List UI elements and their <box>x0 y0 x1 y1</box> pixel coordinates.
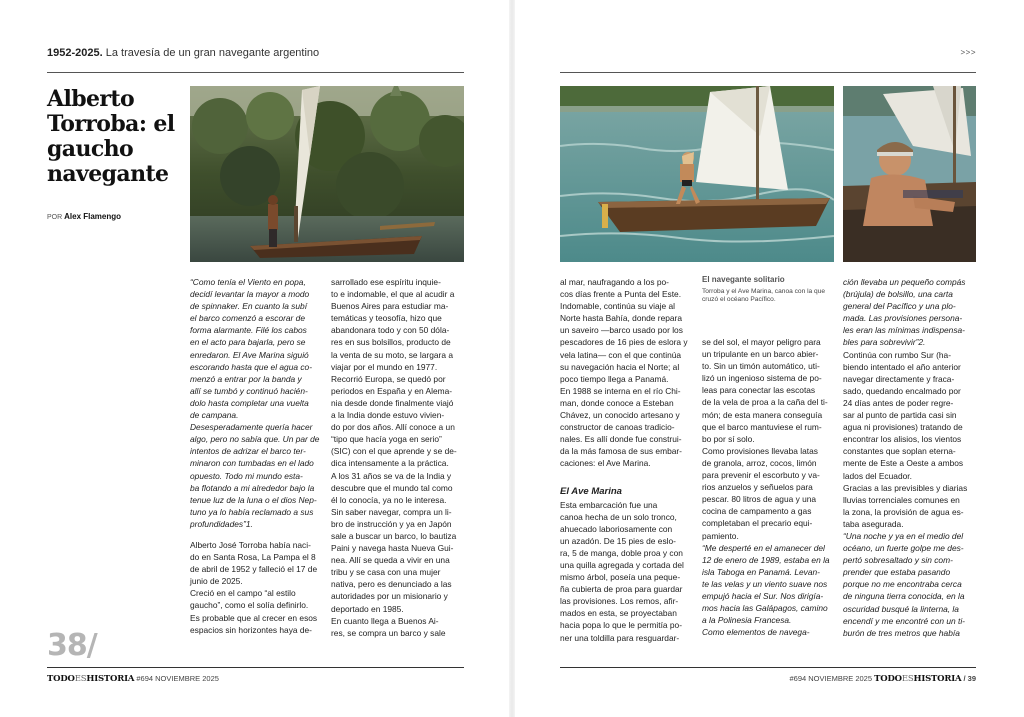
col3-body-a <box>560 276 696 470</box>
text-line: de abril de 1952 y falleció el 17 de <box>190 564 318 575</box>
text-line: tribu y se casa con una mujer <box>331 567 441 578</box>
footer-rule-left <box>47 667 464 668</box>
right-column-2 <box>702 336 838 638</box>
text-line: él lo conocía, ya no le interesa. <box>331 494 447 505</box>
text-line: do en Santa Rosa, La Pampa el 8 <box>190 552 316 563</box>
subheading-ave-marina: El Ave Marina <box>560 485 622 497</box>
photo-caption <box>702 276 838 305</box>
text-line: las provisiones. Los remos, afir- <box>560 596 679 607</box>
text-line: Es probable que al crecer en esos <box>190 612 318 623</box>
text-line: un saveiro —barco usado por los <box>560 325 683 336</box>
text-line: (brújula) de bolsillo, una carta <box>843 289 953 300</box>
text-line: su navegación hacia el Norte; al <box>560 361 680 372</box>
footer-issue-right: #694 NOVIEMBRE 2025 <box>789 674 875 683</box>
text-line: sarrollado ese espíritu inquie- <box>331 277 441 287</box>
text-line: poco tiempo llega a Panamá. <box>560 373 669 384</box>
page-number-left: 38/ <box>47 628 97 663</box>
text-line: Como provisiones llevaba latas <box>702 445 818 456</box>
text-line: autoridades por un misionario y <box>331 591 448 602</box>
text-line: la zona, la provisión de agua es- <box>843 506 964 517</box>
byline <box>47 212 121 221</box>
text-line: ner una toldilla para resguardar- <box>560 632 680 643</box>
text-line: un tripulante en un barco abier- <box>702 349 819 360</box>
text-line: lluvias torrenciales comunes en <box>843 494 960 505</box>
text-line: vela latina— con el que continúa <box>560 349 682 360</box>
text-line: ra, 5 de manga, doble proa y con <box>560 547 683 558</box>
page-gutter <box>509 0 515 717</box>
text-line: tenue luz de la luna o el dios Nep- <box>190 494 317 505</box>
text-line: temáticas y teosofía, hizo que <box>331 313 442 324</box>
text-line: da la más famosa de sus embar- <box>560 446 682 457</box>
col5-quote <box>843 276 978 349</box>
text-line: te las velas y un viento suave nos <box>702 578 828 589</box>
text-line: ahuecado laboriosamente con <box>560 523 673 534</box>
footer-left <box>47 674 219 684</box>
text-line: gaucho”, como el solía definirlo. <box>190 600 309 611</box>
text-line: opuesto. Todo mi mundo esta- <box>190 470 303 481</box>
photo-ave-marina-sail <box>560 86 834 262</box>
text-line: viajar por el mundo en 1977. <box>331 361 438 372</box>
text-line: algo, pero no sabía que. Un par de <box>190 434 320 445</box>
page-number-right: / 39 <box>961 674 976 683</box>
right-column-1 <box>560 276 696 644</box>
text-line: ba flotando a mi alrededor bajo la <box>190 482 315 493</box>
brand-todo-right: TODO <box>874 674 902 684</box>
footer-issue-left: #694 NOVIEMBRE 2025 <box>134 674 219 683</box>
text-line: una quilla agregada y cortada del <box>560 559 684 570</box>
text-line: bo por sí solo. <box>702 433 755 444</box>
photo-canoe-river <box>190 86 464 262</box>
text-line: tuno ya lo había reclamado a sus <box>190 506 314 517</box>
top-rule-right <box>560 72 976 73</box>
text-line: escorando hasta que el agua co- <box>190 361 312 372</box>
text-line: Gracias a las previsibles y diarias <box>843 482 968 493</box>
text-line: prender que estaba pasando <box>843 567 951 578</box>
text-line: encendí y me encontré con un ti- <box>843 615 965 626</box>
text-line: espacios sin horizontes haya de- <box>190 624 312 635</box>
author-name: Alex Flamengo <box>64 212 122 221</box>
text-line: sado, quedando encalmado por <box>843 385 961 396</box>
text-line: de ninguna tierra conocida, en la <box>843 591 965 602</box>
text-line: sale a buscar un barco, lo bautiza <box>331 530 457 541</box>
text-line: burón de tres metros que había <box>843 627 960 638</box>
text-line: 12 de enero de 1989, estaba en la <box>702 554 830 565</box>
text-line: Norte hasta Bahía, donde repara <box>560 313 682 324</box>
text-line: (SIC) con el que aprende y se de- <box>331 446 457 457</box>
brand-es: ES <box>74 674 87 684</box>
text-line: deportado en 1985. <box>331 603 404 614</box>
text-line: En 1988 se interna en el río Chi- <box>560 385 681 396</box>
brand-es-right: ES <box>901 674 914 684</box>
text-line: leas para conectar las escotas <box>702 385 816 396</box>
brand-historia-right: HISTORIA <box>913 674 962 684</box>
text-line: les eran las mínimas indispensa- <box>843 325 965 336</box>
text-line: oscuridad busqué la linterna, la <box>843 603 959 614</box>
col4-body <box>702 336 838 542</box>
text-line: “Una noche y ya en el medio del <box>843 530 964 541</box>
continue-arrows: >>> <box>960 48 976 57</box>
text-line: mada. Las provisiones persona- <box>843 313 963 324</box>
text-line: empujó hacia el Sur. Nos dirigía- <box>702 590 824 601</box>
text-line: hacia popa lo que le permitía po- <box>560 620 682 631</box>
text-line: res en sus bolsillos, producto de <box>331 337 451 348</box>
text-line: taba asegurada. <box>843 518 904 529</box>
text-line: mados en esta, se proyectaban <box>560 608 677 619</box>
text-line: sar al punto de partida casi sin <box>843 410 957 421</box>
text-line: encontrar los alisios, los vientos <box>843 434 962 445</box>
text-line: océano, un fuerte golpe me des- <box>843 543 964 554</box>
text-line: do por dos años. Allí conoce a un <box>331 422 455 433</box>
text-line: allí se tumbó y continuó hacién- <box>190 385 308 396</box>
right-column-3 <box>843 276 978 639</box>
text-line: de campana. <box>190 410 239 421</box>
text-line: pescadores de 16 pies de eslora y <box>560 337 688 348</box>
text-line: forma alarmante. Filé los cabos <box>190 325 307 336</box>
kicker-years: 1952-2025. <box>47 47 103 59</box>
text-line: En cuanto llega a Buenos Ai- <box>331 615 439 626</box>
photo-torroba-portrait <box>843 86 976 262</box>
text-line: al mar, naufragando a los po- <box>560 277 669 287</box>
text-line: profundidades”1. <box>190 518 253 529</box>
text-line: minaron con tumbadas en el lado <box>190 458 314 469</box>
text-line: Buenos Aires para estudiar ma- <box>331 301 449 312</box>
left-column-1 <box>190 276 326 636</box>
text-line: rios anzuelos y señuelos para <box>702 482 813 493</box>
text-line: Creció en el campo “al estilo <box>190 588 296 599</box>
text-line: canoa hecha de un solo tronco, <box>560 511 677 522</box>
text-line: a la India donde estuvo vivien- <box>331 410 445 421</box>
byline-prefix: POR <box>47 214 63 221</box>
text-line: nativa, pero es denunciado a las <box>331 579 452 590</box>
text-line: 24 días antes de poder regre- <box>843 397 954 408</box>
col5-quote-2 <box>843 530 978 639</box>
text-line: Indomable, continúa su viaje al <box>560 301 675 312</box>
text-line: “Me desperté en el amanecer del <box>702 542 825 553</box>
caption-text: Torroba y el Ave Marina, canoa con la que cruzó el océano Pacífico. <box>702 287 826 304</box>
text-line: constructor de canoas tradicio- <box>560 422 675 433</box>
text-line: mismo árbol, poseía una peque- <box>560 572 681 583</box>
article-title: Alberto Torroba: el gaucho navegante <box>47 86 175 187</box>
text-line: general del Pacífico y una plo- <box>843 301 956 312</box>
text-line: lados del Ecuador. <box>843 470 912 481</box>
text-line: constantes que soplan eterna- <box>843 446 956 457</box>
col1-body <box>190 539 326 636</box>
footer-right <box>789 674 976 684</box>
text-line: para prevenir el escorbuto y va- <box>702 470 820 481</box>
left-column-2 <box>331 276 466 639</box>
text-line: “Como tenía el Viento en popa, <box>190 277 306 287</box>
text-line: abandonara todo y con 50 dóla- <box>331 325 450 336</box>
text-line: to e indomable, el que al acudir a <box>331 289 455 300</box>
text-line: biendo intentado el año anterior <box>843 361 961 372</box>
text-line: Alberto José Torroba había naci- <box>190 539 311 550</box>
text-line: de granola, arroz, cocos, limón <box>702 457 817 468</box>
text-line: to. Sin un timón automático, uti- <box>702 361 820 372</box>
text-line: ción llevaba un pequeño compás <box>843 277 966 287</box>
text-line: periodos en España y en Alema- <box>331 385 453 396</box>
brand-todo: TODO <box>47 674 75 684</box>
text-line: agua ni provisiones) tratando de <box>843 422 963 433</box>
text-line: Esta embarcación fue una <box>560 499 658 510</box>
section-kicker <box>47 47 319 59</box>
text-line: Continúa con rumbo Sur (ha- <box>843 349 951 360</box>
opening-quote <box>190 276 326 530</box>
text-line: Chávez, un conocido artesano y <box>560 410 680 421</box>
text-line: menzó a entrar por la banda y <box>190 373 302 384</box>
text-line: caciones: el Ave Marina. <box>560 458 651 469</box>
text-line: man, donde conoce a Esteban <box>560 397 674 408</box>
text-line: completaban el precario equi- <box>702 518 813 529</box>
text-line: nia desde donde finalmente viajó <box>331 397 454 408</box>
text-line: intentos de adrizar el barco ter- <box>190 446 306 457</box>
text-line: món; de esta manera conseguía <box>702 409 823 420</box>
text-line: se del sol, el mayor peligro para <box>702 337 821 347</box>
text-line: pertó sobresaltado y sin com- <box>843 555 953 566</box>
text-line: A los 31 años se va de la India y <box>331 470 452 481</box>
text-line: mente de Este a Oeste a ambos <box>843 458 964 469</box>
text-line: nea. Allí se queda a vivir en una <box>331 555 450 566</box>
text-line: res, se compra un barco y sale <box>331 627 446 638</box>
top-rule-left <box>47 72 464 73</box>
text-line: cos días frente a Punta del Este. <box>560 289 682 300</box>
text-line: pescar. 80 litros de agua y una <box>702 494 817 505</box>
col5-body <box>843 349 978 530</box>
text-line: isla Taboga en Panamá. Levan- <box>702 566 820 577</box>
text-line: Como elementos de navega- <box>702 627 810 638</box>
text-line: bro de instrucción y ya en Japón <box>331 518 452 529</box>
text-line: nales. Es allí donde fue construi- <box>560 434 682 445</box>
text-line: decidí levantar la mayor a modo <box>190 289 310 300</box>
kicker-text: La travesía de un gran navegante argentino <box>102 47 320 59</box>
caption-title: El navegante solitario <box>702 275 785 284</box>
text-line: cocina de campamento a gas <box>702 506 812 517</box>
text-line: el barco comenzó a escorar de <box>190 313 305 324</box>
text-line: la venta de su moto, se largara a <box>331 349 453 360</box>
text-line: porque no me encontraba cerca <box>843 579 962 590</box>
text-line: descubre que el mundo tal como <box>331 482 453 493</box>
text-line: junio de 2025. <box>190 576 243 587</box>
text-line: un azadón. De 15 pies de eslo- <box>560 535 676 546</box>
col3-body-b <box>560 499 696 644</box>
text-line: a la Polinesia Francesa. <box>702 615 792 626</box>
text-line: navegar directamente y fraca- <box>843 373 955 384</box>
text-line: de la vela de proa a la caña del ti- <box>702 397 828 408</box>
footer-rule-right <box>560 667 976 668</box>
col4-quote <box>702 542 838 639</box>
text-line: Paini y navega hasta Nueva Gui- <box>331 543 454 554</box>
text-line: ña cubierta de proa para guardar <box>560 584 683 595</box>
text-line: enredaron. El Ave Marina siguió <box>190 349 309 360</box>
text-line: lizó un ingenioso sistema de po- <box>702 373 822 384</box>
text-line: dica intensamente a la práctica. <box>331 458 449 469</box>
text-line: dolo hasta completar una vuelta <box>190 397 309 408</box>
text-line: de spinnaker. En cuanto la subí <box>190 301 308 312</box>
text-line: en el acto para bajarla, pero se <box>190 337 306 348</box>
text-line: que el barco mantuviese el rum- <box>702 421 822 432</box>
brand-historia: HISTORIA <box>86 674 135 684</box>
text-line: pamiento. <box>702 530 739 541</box>
text-line: Sin saber navegar, compra un li- <box>331 506 452 517</box>
text-line: Desesperadamente quería hacer <box>190 422 313 433</box>
text-line: bles para sobrevivir”2. <box>843 337 926 348</box>
text-line: Recorrió Europa, se quedó por <box>331 373 446 384</box>
text-line: mos hacia las Galápagos, camino <box>702 603 828 614</box>
text-line: “tipo que hacía yoga en serio” <box>331 434 442 445</box>
